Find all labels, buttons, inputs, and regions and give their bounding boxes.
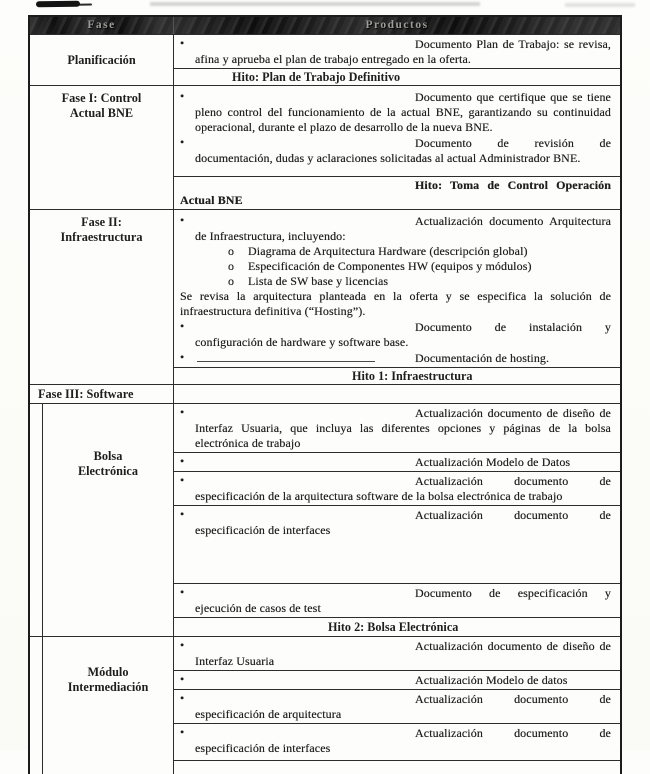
bullet-icon: • — [180, 213, 185, 227]
sub-item-text: Especificación de Componentes HW (equipos y módulos) — [248, 259, 532, 273]
sub-item-text: Diagrama de Arquitectura Hardware (descripción global) — [248, 244, 528, 258]
fase-label-line-2: Infraestructura — [60, 230, 143, 244]
product-item-text: Actualización documento de especificación de la arquitectura software de la bolsa electrónica de trabajo — [195, 474, 611, 503]
bullet-icon: • — [180, 135, 185, 149]
bullet-icon: • — [180, 691, 185, 705]
sub-bullet-icon: o — [228, 259, 235, 273]
note-paragraph: Se revisa la arquitectura planteada en la oferta y se especifica la solución de infraestructura definitiva (“Hosting”). — [180, 289, 611, 318]
bullet-icon: • — [180, 350, 185, 364]
product-item-text: Actualización Modelo de Datos — [415, 455, 571, 469]
milestone-text: Hito: Toma de Control Operación Actual BNE — [180, 178, 611, 207]
product-item-text: Actualización Modelo de datos — [415, 673, 568, 687]
bullet-icon: • — [180, 672, 185, 686]
fase-label-line-1: Fase II: — [81, 215, 122, 229]
fase3-rowspan-strip — [30, 404, 43, 636]
section-planificacion — [30, 34, 620, 85]
product-row — [174, 505, 620, 583]
section-fase-2 — [30, 209, 620, 384]
bullet-icon: • — [180, 585, 185, 599]
scan-artifact-line — [197, 361, 375, 362]
milestone-text: Hito 1: Infraestructura — [352, 369, 473, 383]
bullet-icon: • — [180, 319, 185, 333]
product-item-text: Actualización documento de diseño de Interfaz Usuaria — [195, 639, 611, 668]
fase-label-line-2: Intermediación — [67, 680, 149, 694]
scan-artifact-right-speck — [565, 3, 635, 7]
header-cell-productos: Productos — [174, 17, 620, 34]
header-cell-fase: Fase — [30, 17, 174, 34]
product-item-text: Actualización documento de especificación de interfaces — [195, 508, 611, 537]
fases-productos-table — [28, 15, 622, 774]
table-header-row — [30, 17, 620, 34]
sub-item — [228, 244, 611, 259]
product-row — [174, 210, 620, 367]
bullet-icon: • — [180, 473, 185, 487]
fase3-rowspan-strip — [30, 637, 43, 774]
scan-artifact-dark-smudge — [36, 1, 80, 8]
product-item-text: Documento de revisión de documentación, dudas y aclaraciones solicitadas al actual Administrador BNE. — [195, 136, 611, 165]
fase-label-line-1: Fase I: Control — [61, 91, 142, 105]
fase-cell-bolsa-electronica — [43, 404, 174, 636]
product-row — [174, 583, 620, 617]
bullet-icon: • — [180, 507, 185, 521]
milestone-row — [174, 617, 620, 636]
fase-cell-fase-2 — [30, 210, 174, 384]
bullet-icon: • — [180, 725, 185, 739]
product-item-text: Documento de instalación y configuración de hardware y software base. — [195, 320, 611, 349]
fase-cell-fase-3: Fase III: Software — [30, 385, 174, 403]
section-modulo-intermediacion — [30, 636, 620, 774]
milestone-row — [174, 367, 620, 384]
sub-item — [228, 259, 611, 274]
section-bolsa-electronica — [30, 403, 620, 636]
milestone-row — [174, 68, 620, 85]
bullet-icon: • — [180, 454, 185, 468]
product-row — [174, 723, 620, 760]
sub-item — [228, 274, 611, 289]
bullet-icon: • — [180, 405, 185, 419]
scan-artifact-gray-streak — [150, 2, 480, 6]
product-row — [174, 689, 620, 723]
empty-product-cell — [174, 385, 620, 387]
fase-label-line-2: Actual BNE — [69, 106, 134, 120]
product-row — [174, 637, 620, 670]
product-row — [174, 670, 620, 689]
milestone-row — [174, 176, 620, 209]
section-fase-3-header — [30, 384, 620, 403]
sub-item-text: Lista de SW base y licencias — [248, 274, 389, 288]
product-item-text: Documento que certifique que se tiene pleno control del funcionamiento de la actual BNE, garantizando su continuidad operacional, durante el plazo de desarrollo de la nueva BNE. — [195, 90, 611, 134]
fase-label-line-1: Módulo — [87, 665, 129, 679]
product-row — [174, 35, 620, 68]
fase-cell-fase-1 — [30, 86, 174, 209]
product-item-text: Actualización documento de especificación de arquitectura — [195, 692, 611, 721]
bullet-icon: • — [180, 89, 185, 103]
fase-label-line-1: Bolsa — [93, 449, 123, 463]
product-item-text: Documento Plan de Trabajo: se revisa, afina y aprueba el plan de trabajo entregado en la oferta. — [195, 37, 611, 66]
product-row — [174, 452, 620, 471]
product-row — [174, 86, 620, 176]
fase-label-line-2: Electrónica — [77, 464, 139, 478]
bullet-icon: • — [180, 638, 185, 652]
product-item-text: Actualización documento Arquitectura de Infraestructura, incluyendo: — [195, 214, 611, 243]
sub-bullet-icon: o — [228, 244, 235, 258]
product-row — [174, 404, 620, 452]
milestone-text: Hito 2: Bolsa Electrónica — [328, 620, 459, 634]
product-item-text: Documento de especificación y ejecución de casos de test — [195, 586, 611, 615]
milestone-text: Hito: Plan de Trabajo Definitivo — [232, 70, 401, 84]
product-item-text: Actualización documento de especificación de interfaces — [195, 726, 611, 755]
bullet-icon: • — [180, 36, 185, 50]
product-row — [174, 471, 620, 505]
fase-cell-modulo-intermediacion — [43, 637, 174, 774]
product-item-text: Actualización documento de diseño de Interfaz Usuaria, que incluya las diferentes opciones y páginas de la bolsa electrónica de trabajo — [195, 406, 611, 450]
section-fase-1 — [30, 85, 620, 209]
sub-bullet-icon: o — [228, 274, 235, 288]
fase-cell-planificacion — [30, 35, 174, 85]
cutoff-empty-row — [174, 760, 620, 774]
product-item-text: Documentación de hosting. — [415, 351, 550, 365]
fase-label: Planificación — [67, 52, 136, 67]
